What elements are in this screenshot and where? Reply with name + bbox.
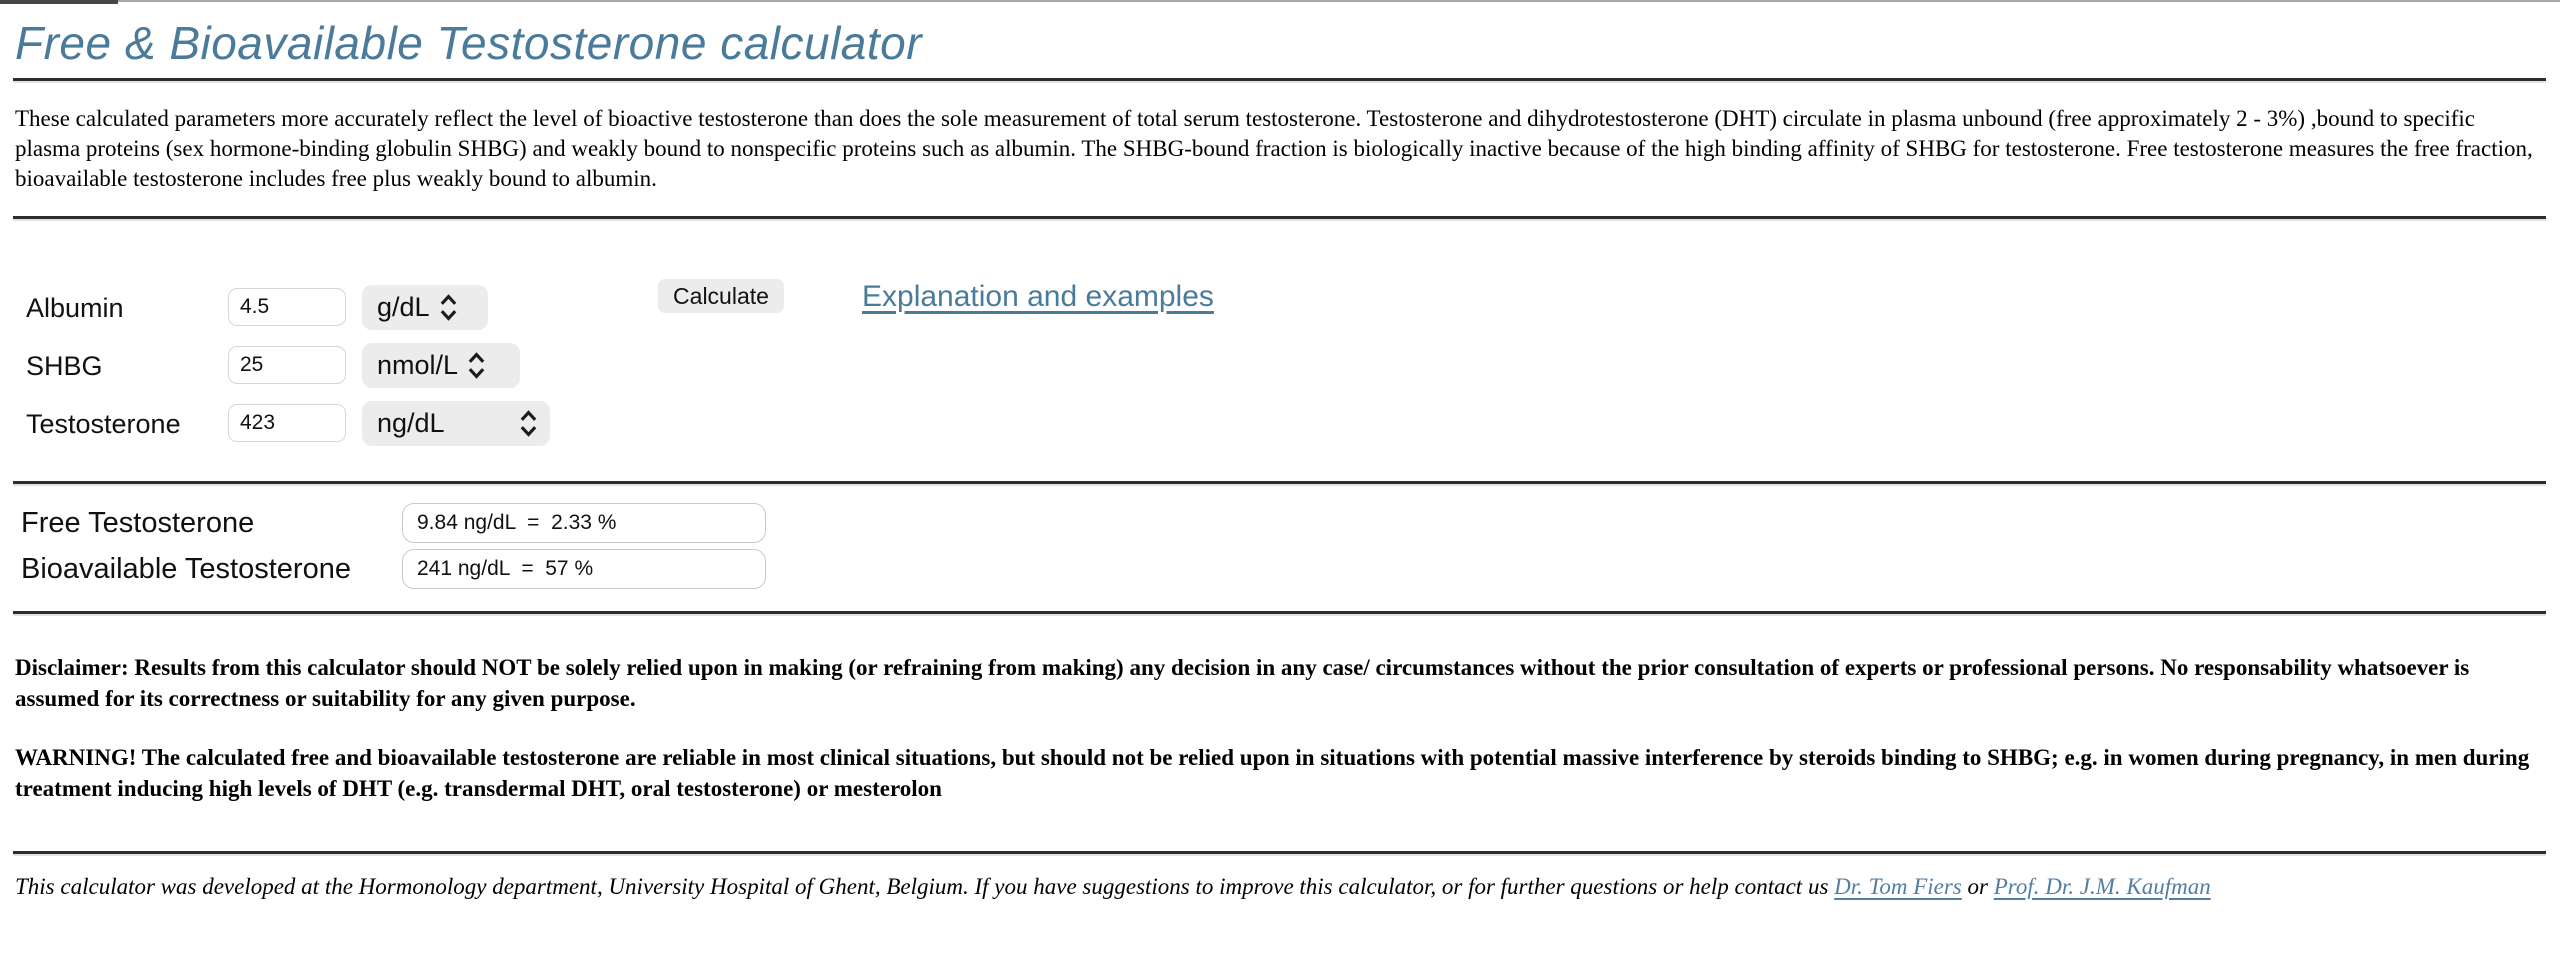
- testosterone-unit-select[interactable]: [362, 401, 550, 446]
- divider: [13, 78, 2546, 83]
- bioavailable-testosterone-result[interactable]: 241 ng/dL = 57 %: [402, 549, 766, 589]
- divider: [13, 611, 2546, 616]
- page-title: Free & Bioavailable Testosterone calculator: [15, 17, 923, 69]
- shbg-unit-value: nmol/L: [377, 350, 459, 380]
- up-down-chevron-icon: [520, 410, 537, 437]
- intro-text: These calculated parameters more accurately reflect the level of bioactive testosterone than does the sole measurement of total serum testosterone. Testosterone and dihydrotestosterone (DHT) circulate in plasma unbound (free approximately 2 - 3%) ,bound to specific plasma proteins (sex hormone-binding globulin SHBG) and weakly bound to nonspecific proteins such as albumin. The SHBG-bound fraction is biologically inactive because of the high binding affinity of SHBG for testosterone. Free testosterone measures the free fraction, bioavailable testosterone includes free plus weakly bound to albumin.: [15, 106, 2533, 191]
- up-down-chevron-icon: [440, 294, 457, 321]
- bioavailable-testosterone-label: Bioavailable Testosterone: [21, 553, 351, 585]
- disclaimer-text: Disclaimer: Results from this calculator should NOT be solely relied upon in making (or refraining from making) any decision in any case/ circumstances without the prior consultation of experts or professional persons. No responsability whatsoever is assumed for its correctness or suitability for any given purpose.: [15, 655, 2470, 711]
- shbg-unit-select[interactable]: [362, 343, 520, 388]
- contact-link-jm-kaufman[interactable]: Prof. Dr. J.M. Kaufman: [1993, 874, 2211, 899]
- testosterone-unit-value: ng/dL: [377, 408, 445, 438]
- footer-text: [15, 872, 2545, 902]
- albumin-input[interactable]: [228, 288, 346, 326]
- albumin-unit-value: g/dL: [377, 292, 430, 322]
- testosterone-input[interactable]: [228, 404, 346, 442]
- top-border-line: [0, 0, 2560, 2]
- divider: [13, 481, 2546, 486]
- albumin-unit-select[interactable]: [362, 285, 488, 330]
- shbg-input[interactable]: [228, 346, 346, 384]
- top-border-segment: [0, 0, 118, 4]
- explanation-link[interactable]: Explanation and examples: [862, 280, 1214, 313]
- albumin-label: Albumin: [26, 293, 124, 323]
- warning-text: WARNING! The calculated free and bioavailable testosterone are reliable in most clinical situations, but should not be relied upon in situations with potential massive interference by steroids binding to SHBG; e.g. in women during pregnancy, in men during treatment inducing high levels of DHT (e.g. transdermal DHT, oral testosterone) or mesterolon: [15, 745, 2530, 801]
- divider: [13, 216, 2546, 221]
- footer-text-between: or: [1961, 874, 1994, 899]
- free-testosterone-label: Free Testosterone: [21, 507, 255, 539]
- calculate-button[interactable]: Calculate: [658, 279, 784, 313]
- testosterone-label: Testosterone: [26, 409, 181, 439]
- contact-link-tom-fiers[interactable]: Dr. Tom Fiers: [1834, 874, 1962, 899]
- free-testosterone-result[interactable]: 9.84 ng/dL = 2.33 %: [402, 503, 766, 543]
- footer-text-before: This calculator was developed at the Hormonology department, University Hospital of Ghent, Belgium. If you have suggestions to improve this calculator, or for further questions or help contact us: [15, 874, 1835, 899]
- up-down-chevron-icon: [468, 352, 485, 379]
- shbg-label: SHBG: [26, 351, 103, 381]
- divider: [13, 851, 2546, 856]
